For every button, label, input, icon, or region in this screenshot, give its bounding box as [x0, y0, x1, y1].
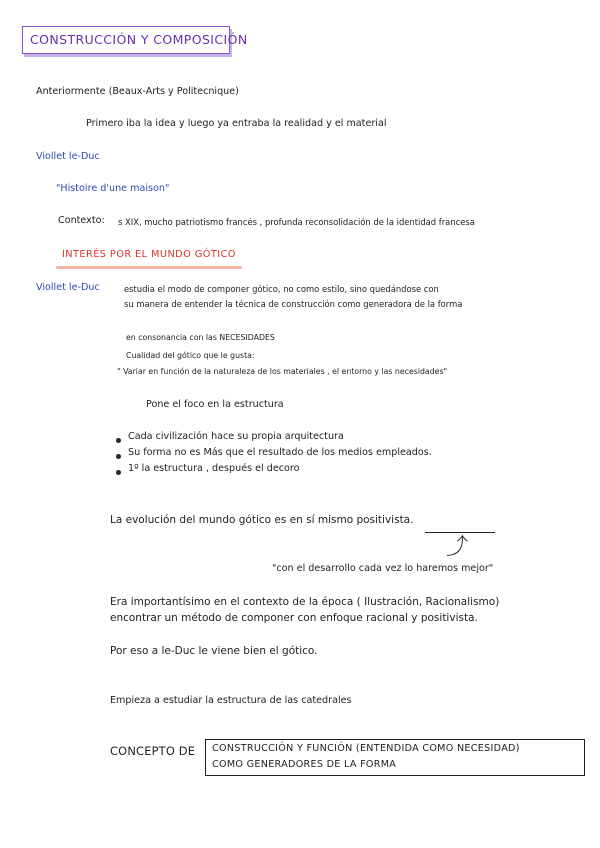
contexto-label: Contexto:	[58, 215, 105, 226]
line-consonancia: en consonancia con las NECESIDADES	[126, 333, 275, 342]
line-variar: " Variar en función de la naturaleza de los materiales , el entorno y las necesidades"	[117, 367, 448, 376]
concepto-line-2: COMO GENERADORES DE LA FORMA	[212, 759, 397, 770]
line-desarrollo: "con el desarrollo cada vez lo haremos mejor"	[272, 563, 494, 574]
bullet-text-2: Su forma no es Más que el resultado de los medios empleados.	[128, 447, 432, 458]
line-viollet-2: Viollet le-Duc	[36, 282, 100, 293]
line-pone-foco: Pone el foco en la estructura	[146, 399, 284, 410]
curved-arrow-icon: ⤴	[446, 535, 469, 560]
concepto-line-1: CONSTRUCCIÓN Y FUNCIÓN (ENTENDIDA COMO NECESIDAD)	[212, 743, 520, 754]
bullet-dot	[116, 438, 121, 443]
interes-heading: INTERÉS POR EL MUNDO GÓTICO	[62, 249, 236, 260]
bullet-dot	[116, 454, 121, 459]
line-cualidad: Cualidad del gótico que le gusta:	[126, 351, 255, 360]
line-evolucion: La evolución del mundo gótico es en sí mismo positivista.	[110, 514, 414, 526]
line-por-eso: Por eso a le-Duc le viene bien el gótico.	[110, 645, 318, 657]
bullet-dot	[116, 470, 121, 475]
bullet-text-1: Cada civilización hace su propia arquitectura	[128, 431, 344, 442]
line-estudia-1: estudia el modo de componer gótico, no como estilo, sino quedándose con	[124, 284, 439, 294]
line-encontrar: encontrar un método de componer con enfoque racional y positivista.	[110, 612, 478, 624]
heading-underline	[56, 266, 242, 269]
line-histoire: "Histoire d'une maison"	[56, 183, 170, 194]
concepto-label: CONCEPTO DE	[110, 744, 196, 758]
page-title: CONSTRUCCIÓN Y COMPOSICIÓN	[30, 32, 248, 47]
line-anteriormente: Anteriormente (Beaux-Arts y Politecnique)	[36, 86, 239, 97]
line-importantisimo: Era importantísimo en el contexto de la época ( Ilustración, Racionalismo)	[110, 596, 500, 608]
contexto-text: s XIX, mucho patriotismo francés , profunda reconsolidación de la identidad francesa	[118, 217, 475, 227]
line-estudia-2: su manera de entender la técnica de construcción como generadora de la forma	[124, 299, 463, 309]
line-primero: Primero iba la idea y luego ya entraba la realidad y el material	[86, 118, 387, 129]
line-empieza: Empieza a estudiar la estructura de las catedrales	[110, 695, 352, 706]
line-viollet-1: Viollet le-Duc	[36, 151, 100, 162]
bullet-text-3: 1º la estructura , después el decoro	[128, 463, 300, 474]
